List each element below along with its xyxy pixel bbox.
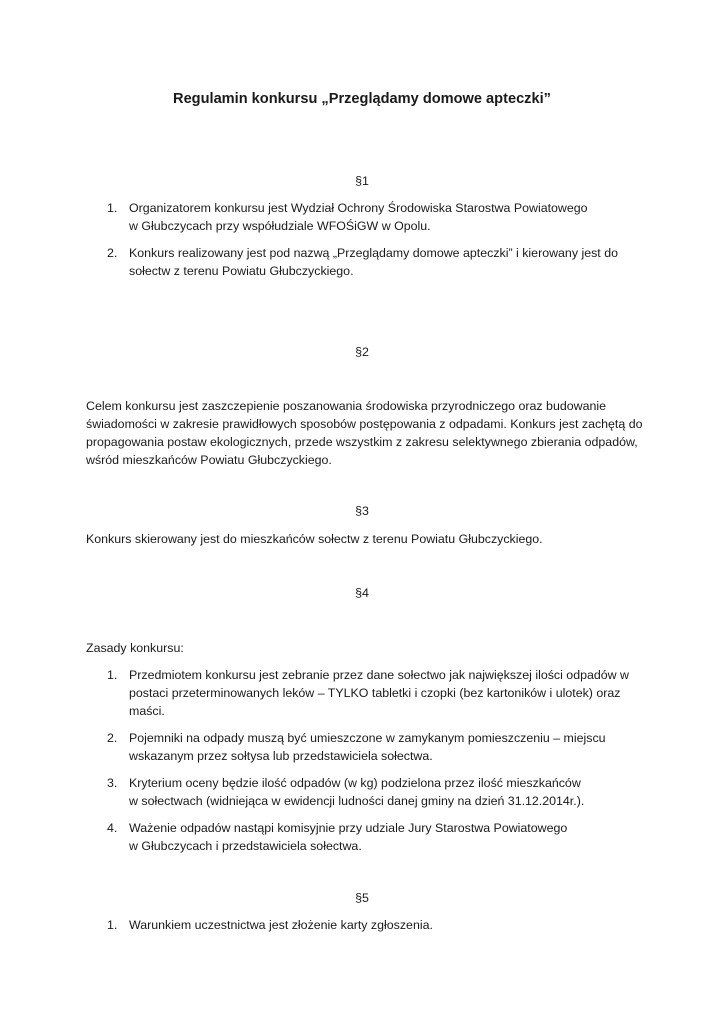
- section-2-heading: §2: [355, 345, 369, 359]
- section-2-paragraph: [86, 397, 666, 469]
- document-title: Regulamin konkursu „Przeglądamy domowe apteczki”: [173, 91, 551, 107]
- list-item-line: w Głubczycach i przedstawiciela sołectwa.: [129, 839, 362, 853]
- list-item-line: Konkurs realizowany jest pod nazwą „Przeglądamy domowe apteczki” i kierowany jest do: [129, 246, 618, 260]
- section-4-list: [107, 666, 667, 864]
- list-item-line: postaci przeterminowanych leków – TYLKO tabletki i czopki (bez kartoników i ulotek) oraz: [129, 686, 621, 700]
- list-item-number: 1.: [107, 668, 118, 682]
- section-4-intro: Zasady konkursu:: [86, 641, 184, 655]
- section-4-heading: §4: [355, 586, 369, 600]
- list-item-number: 2.: [107, 731, 118, 745]
- list-item: [107, 916, 667, 934]
- paragraph-line: Celem konkursu jest zaszczepienie poszanowania środowiska przyrodniczego oraz budowanie: [86, 399, 606, 413]
- list-item: [107, 729, 667, 765]
- list-item-line: Pojemniki na odpady muszą być umieszczone w zamykanym pomieszczeniu – miejscu: [129, 731, 606, 745]
- list-item: [107, 199, 667, 235]
- section-1-list: [107, 199, 667, 289]
- list-item-number: 3.: [107, 776, 118, 790]
- list-item: [107, 819, 667, 855]
- list-item-line: Warunkiem uczestnictwa jest złożenie karty zgłoszenia.: [129, 918, 433, 932]
- list-item: [107, 244, 667, 280]
- list-item-line: maści.: [129, 704, 165, 718]
- list-item-line: Kryterium oceny będzie ilość odpadów (w kg) podzielona przez ilość mieszkańców: [129, 776, 581, 790]
- list-item-number: 4.: [107, 821, 118, 835]
- list-item-number: 1.: [107, 918, 118, 932]
- list-item-line: Ważenie odpadów nastąpi komisyjnie przy udziale Jury Starostwa Powiatowego: [129, 821, 568, 835]
- section-5-heading: §5: [355, 891, 369, 905]
- list-item-line: wskazanym przez sołtysa lub przedstawiciela sołectwa.: [129, 749, 433, 763]
- list-item-number: 2.: [107, 246, 118, 260]
- section-3-heading: §3: [355, 504, 369, 518]
- list-item-line: Przedmiotem konkursu jest zebranie przez dane sołectwo jak największej ilości odpadów w: [129, 668, 629, 682]
- list-item: [107, 666, 667, 720]
- list-item-line: sołectw z terenu Powiatu Głubczyckiego.: [129, 264, 354, 278]
- paragraph-line: propagowania postaw ekologicznych, przede wszystkim z zakresu selektywnego zbierania odpadów,: [86, 435, 638, 449]
- section-3-paragraph: Konkurs skierowany jest do mieszkańców sołectw z terenu Powiatu Głubczyckiego.: [86, 532, 543, 546]
- list-item-line: w sołectwach (widniejąca w ewidencji ludności danej gminy na dzień 31.12.2014r.).: [129, 794, 585, 808]
- paragraph-line: wśród mieszkańców Powiatu Głubczyckiego.: [86, 453, 332, 467]
- section-1-heading: §1: [355, 174, 369, 188]
- list-item-line: Organizatorem konkursu jest Wydział Ochrony Środowiska Starostwa Powiatowego: [129, 201, 588, 215]
- list-item-line: w Głubczycach przy współudziale WFOŚiGW w Opolu.: [129, 219, 431, 233]
- list-item-number: 1.: [107, 201, 118, 215]
- section-5-list: [107, 916, 667, 943]
- list-item: [107, 774, 667, 810]
- paragraph-line: świadomości w zakresie prawidłowych sposobów postępowania z odpadami. Konkurs jest zachętą do: [86, 417, 643, 431]
